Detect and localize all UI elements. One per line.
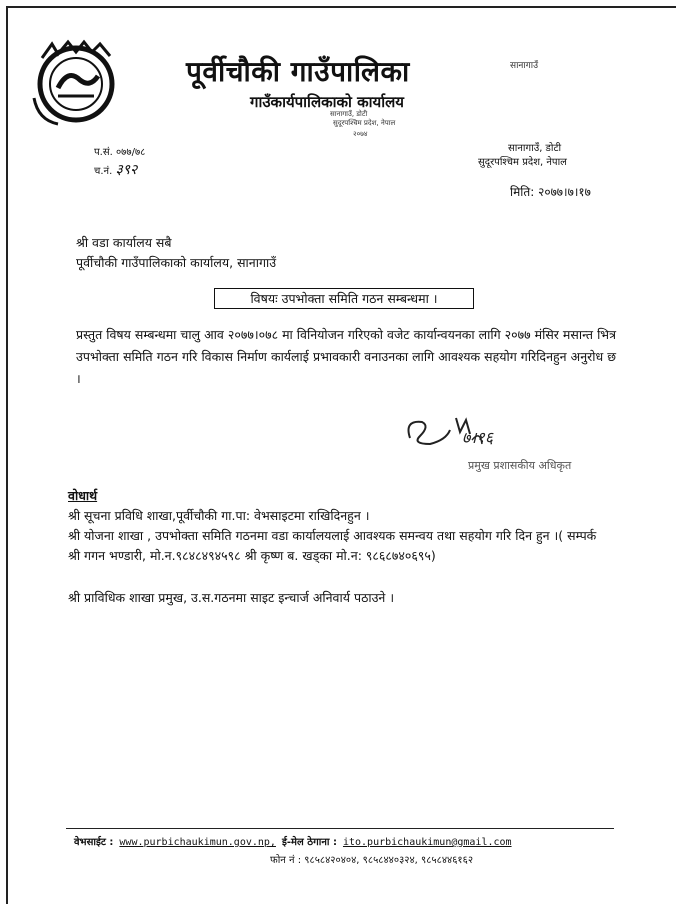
recipient-line: पूर्वीचौकी गाउँपालिकाको कार्यालय, सानागाउँ xyxy=(76,255,277,270)
signer-title: प्रमुख प्रशासकीय अधिकृत xyxy=(468,459,572,472)
page-edge-top xyxy=(8,6,676,8)
office-address-line: सानागाउँ, डोटी xyxy=(508,143,562,154)
reference-cn-number xyxy=(94,160,137,179)
cc-item: श्री सूचना प्रविधि शाखा,पूर्वीचौकी गा.पा: वेभसाइटमा राखिदिनहुन । xyxy=(68,508,370,523)
seal-text-line: सुदूरपश्चिम प्रदेश, नेपाल xyxy=(333,119,396,127)
stamp-mark: सानागाउँ xyxy=(510,61,539,71)
page-edge-left xyxy=(6,6,8,904)
municipality-emblem-logo xyxy=(28,38,128,126)
footer-phone: फोन नं : ९८५८४२०४०४, ९८५८४४०३२४, ९८५८४४६१६२ xyxy=(270,855,474,866)
email-label: ई-मेल ठेगाना : xyxy=(281,837,337,848)
recipient-line: श्री वडा कार्यालय सबै xyxy=(76,235,172,250)
signature-date-note: ७।१६ xyxy=(462,428,494,447)
subject-line: विषयः उपभोक्ता समिति गठन सम्बन्धमा । xyxy=(214,288,474,309)
cn-label: च.नं. xyxy=(94,166,113,177)
letter-date: मिति: २०७७।७।१७ xyxy=(510,185,591,199)
website-label: वेभसाईट : xyxy=(74,837,114,848)
handwritten-signature xyxy=(400,410,520,460)
website-link[interactable]: www.purbichaukimun.gov.np, xyxy=(119,837,276,848)
seal-text-line: २०७४ xyxy=(353,130,368,138)
cc-item: श्री प्राविधिक शाखा प्रमुख, उ.स.गठनमा साइट इन्चार्ज अनिवार्य पठाउने । xyxy=(68,590,395,605)
municipality-title: पूर्वीचौकी गाउँपालिका xyxy=(186,55,410,88)
cc-heading: वोधार्थ xyxy=(68,488,98,503)
office-address-line: सुदूरपश्चिम प्रदेश, नेपाल xyxy=(478,157,567,168)
office-subtitle: गाउँकार्यपालिकाको कार्यालय xyxy=(250,93,405,111)
letter-body: प्रस्तुत विषय सम्बन्धमा चालु आव २०७७।०७८ मा विनियोजन गरिएको वजेट कार्यान्वयनका लागि २०७७ मंसिर मसान्त भित्र उपभोक्ता समिति गठन गरि विकास निर्माण कार्यलाई प्रभावकारी वनाउनका लागि आवश्यक सहयोग गरिदिनहुन अनुरोध छ । xyxy=(76,327,616,386)
seal-text-line: सानागाउँ, डोटी xyxy=(330,110,368,118)
footer-divider xyxy=(66,828,614,829)
reference-ps-number: प.सं. ०७७/७८ xyxy=(94,147,146,158)
cc-item: श्री योजना शाखा , उपभोक्ता समिति गठनमा वडा कार्यालयलाई आवश्यक समन्वय तथा सहयोग गरि दिन हुन ।( सम्पर्क श्री गगन भण्डारी, मो.न.९८४८४९४५९८ श्री कृष्ण ब. खड्का मो.न: ९८६८७४०६९५) xyxy=(68,528,597,563)
cn-handwritten-value: ३९२ xyxy=(115,162,138,178)
email-link[interactable]: ito.purbichaukimun@gmail.com xyxy=(342,837,512,848)
footer-contact-line xyxy=(74,834,512,848)
